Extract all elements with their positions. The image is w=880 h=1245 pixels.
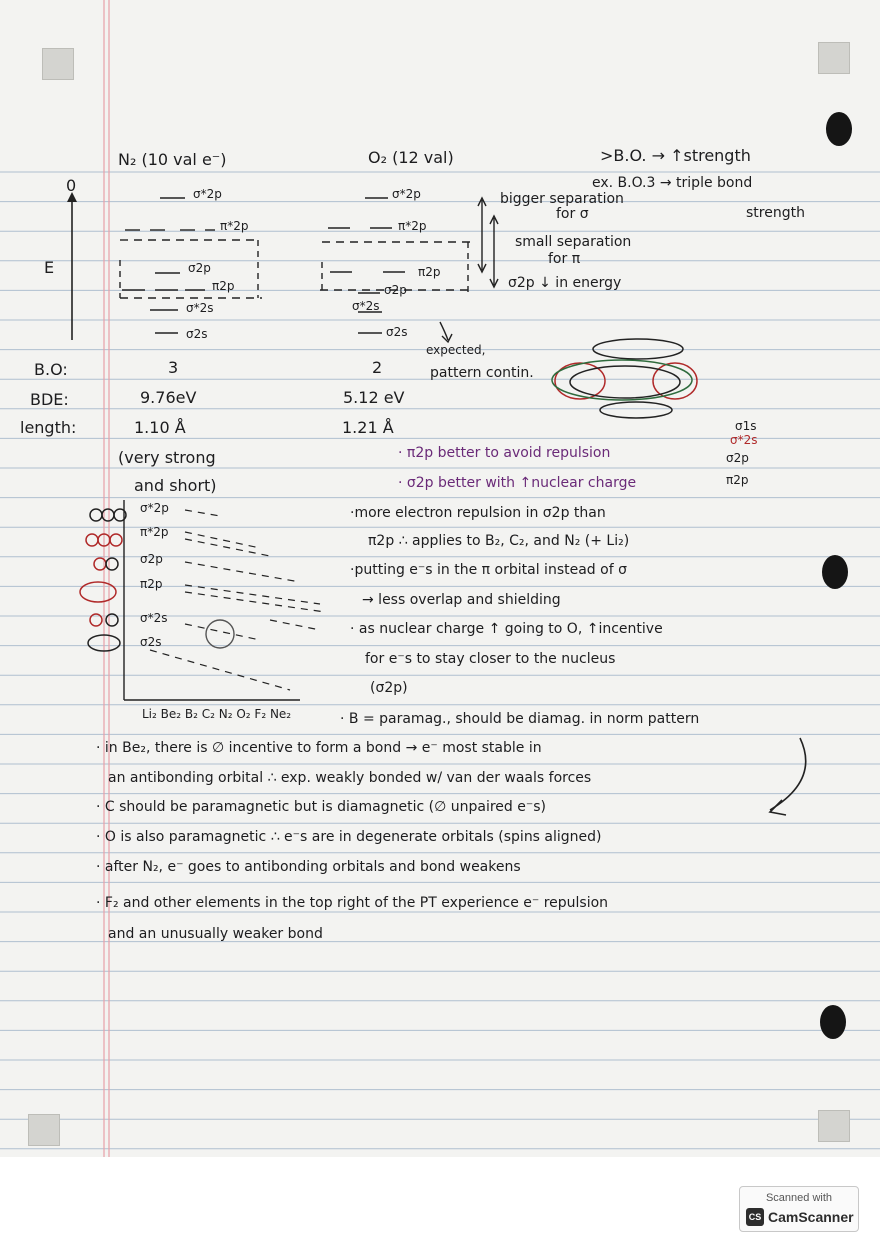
bullet-be2-2: an antibonding orbital ∴ exp. weakly bonded w/ van der waals forces — [108, 770, 592, 786]
bullet-o: · O is also paramagnetic ∴ e⁻s are in degenerate orbitals (spins aligned) — [96, 829, 602, 845]
bigger-separation: bigger separation — [500, 191, 624, 207]
n2-pi-star-2p: π*2p — [220, 219, 249, 233]
legend-s4: π2p — [726, 473, 749, 487]
bullet-f2-2: and an unusually weaker bond — [108, 926, 323, 942]
period-sigma-2p: σ2p — [140, 552, 163, 566]
bo-strength-note: >B.O. → ↑strength — [600, 146, 751, 165]
period-x-labels: Li₂ Be₂ B₂ C₂ N₂ O₂ F₂ Ne₂ — [142, 707, 292, 721]
period-sigma-2s: σ2s — [140, 635, 162, 649]
o2-sigma-2s: σ2s — [386, 325, 408, 339]
bullet-f2: · F₂ and other elements in the top right of the PT experience e⁻ repulsion — [96, 895, 609, 911]
pattern-note: pattern contin. — [430, 365, 534, 381]
note-applies: π2p ∴ applies to B₂, C₂, and N₂ (+ Li₂) — [368, 533, 630, 549]
camscanner-logo-icon: CS — [746, 1208, 764, 1226]
bo-label: B.O: — [34, 360, 68, 379]
o2-title: O₂ (12 val) — [368, 148, 454, 167]
binder-hole — [826, 112, 852, 146]
small-separation: small separation — [515, 234, 632, 250]
strong-note: (very strong — [118, 448, 216, 467]
sigma-note: · σ2p better with ↑nuclear charge — [398, 475, 637, 491]
o2-sigma-star-2s: σ*2s — [352, 299, 380, 313]
n2-sigma-2s: σ2s — [186, 327, 208, 341]
pi-note: · π2p better to avoid repulsion — [398, 445, 611, 461]
n2-sigma-star-2s: σ*2s — [186, 301, 214, 315]
expected-note: expected, — [426, 343, 486, 357]
note-closer: for e⁻s to stay closer to the nucleus — [365, 651, 616, 667]
period-sigma-star-2s: σ*2s — [140, 611, 168, 625]
axis-e-label: E — [44, 258, 55, 277]
o2-pi-2p: π2p — [418, 265, 441, 279]
note-overlap: → less overlap and shielding — [362, 592, 561, 608]
length-label: length: — [20, 418, 77, 437]
camscanner-badge — [739, 1186, 859, 1232]
n2-sigma-star-2p: σ*2p — [193, 187, 222, 201]
note-putting: ·putting e⁻s in the π orbital instead of σ — [350, 562, 627, 578]
n2-sigma-2p: σ2p — [188, 261, 211, 275]
period-sigma-star-2p: σ*2p — [140, 501, 169, 515]
binder-hole — [822, 555, 848, 589]
note-repulsion: ·more electron repulsion in σ2p than — [350, 505, 606, 521]
scanned-with-text: Scanned with — [765, 1192, 833, 1204]
axis-o-label: 0 — [66, 176, 77, 195]
sigma-energy-note: σ2p ↓ in energy — [508, 275, 622, 291]
bullet-after-n2: · after N₂, e⁻ goes to antibonding orbitals and bond weakens — [96, 859, 521, 875]
scan-marker — [818, 1110, 850, 1142]
note-b-paramag: · B = paramag., should be diamag. in norm pattern — [340, 711, 700, 727]
n2-pi-2p: π2p — [212, 279, 235, 293]
small-separation-2: for π — [548, 251, 581, 267]
period-pi-2p: π2p — [140, 577, 163, 591]
o2-bde: 5.12 eV — [343, 388, 405, 407]
camscanner-text: CamScanner — [768, 1209, 854, 1225]
note-sigma-2p: (σ2p) — [370, 680, 408, 696]
legend-s1: σ1s — [735, 419, 757, 433]
n2-title: N₂ (10 val e⁻) — [118, 150, 227, 169]
strong-note-2: and short) — [134, 476, 217, 495]
bde-label: BDE: — [30, 390, 69, 409]
triple-bond-note-2: strength — [746, 205, 805, 221]
n2-bond-order: 3 — [168, 358, 179, 377]
o2-sigma-star-2p: σ*2p — [392, 187, 421, 201]
scan-marker — [28, 1114, 60, 1146]
n2-bde: 9.76eV — [140, 388, 197, 407]
binder-hole — [820, 1005, 846, 1039]
o2-sigma-2p: σ2p — [384, 283, 407, 297]
triple-bond-note: ex. B.O.3 → triple bond — [592, 175, 753, 191]
note-nuclear-charge: · as nuclear charge ↑ going to O, ↑incentive — [350, 621, 663, 637]
period-pi-star-2p: π*2p — [140, 525, 169, 539]
o2-length: 1.21 Å — [342, 418, 394, 437]
o2-pi-star-2p: π*2p — [398, 219, 427, 233]
scan-marker — [42, 48, 74, 80]
o2-bond-order: 2 — [372, 358, 383, 377]
bigger-separation-2: for σ — [556, 206, 589, 222]
scan-marker — [818, 42, 850, 74]
bullet-be2: · in Be₂, there is ∅ incentive to form a bond → e⁻ most stable in — [96, 740, 542, 756]
legend-s2: σ*2s — [730, 433, 758, 447]
legend-s3: σ2p — [726, 451, 749, 465]
bullet-c: · C should be paramagnetic but is diamagnetic (∅ unpaired e⁻s) — [96, 799, 546, 815]
n2-length: 1.10 Å — [134, 418, 186, 437]
